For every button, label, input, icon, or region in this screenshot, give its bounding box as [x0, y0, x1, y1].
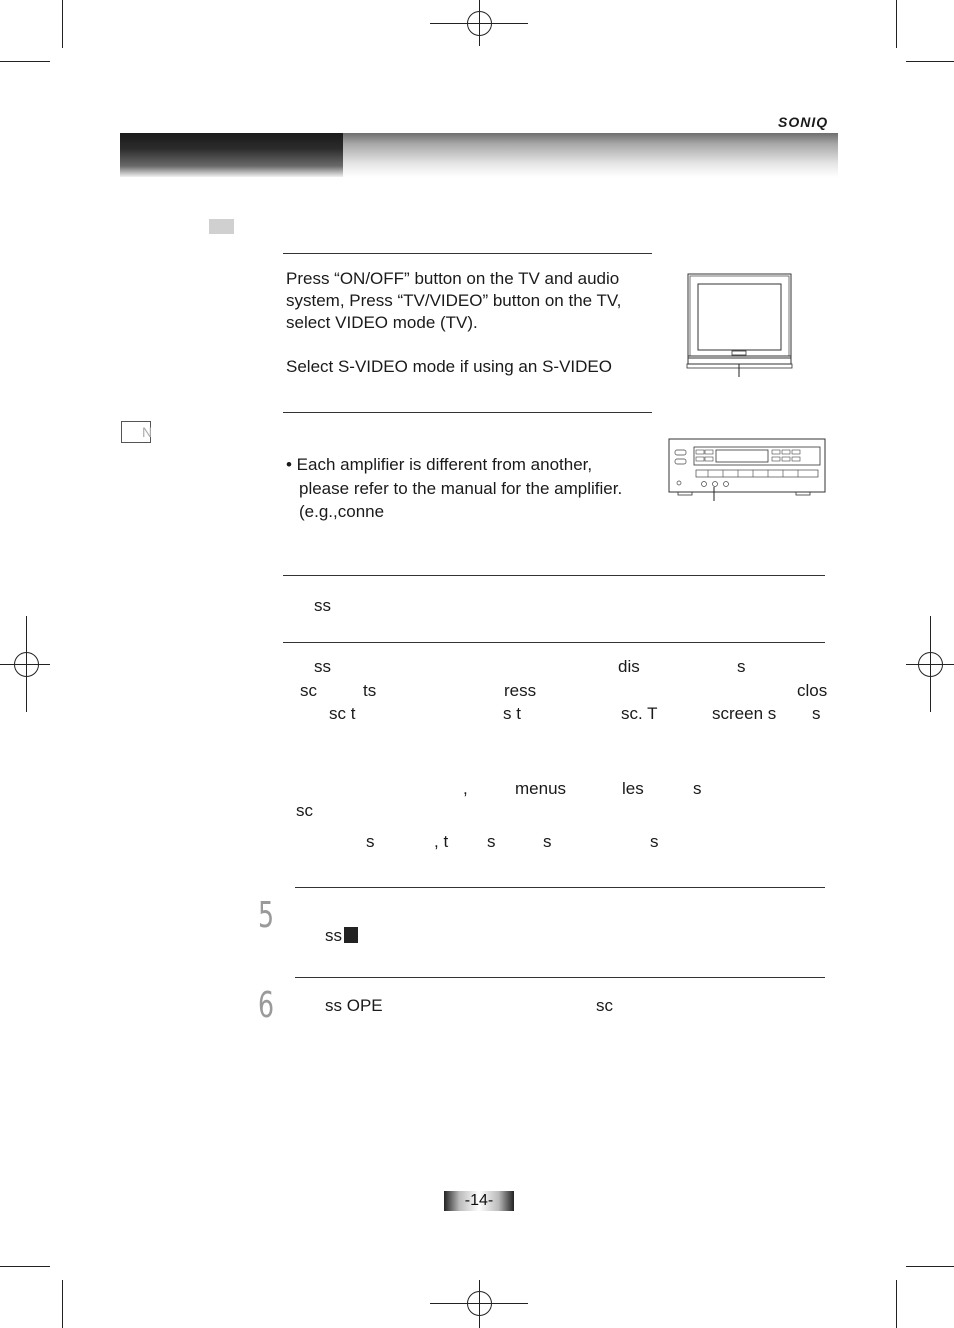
text-fragment: s	[812, 704, 821, 723]
registration-mark	[14, 652, 39, 677]
note-bullet-line: please refer to the manual for the amplifier.	[299, 479, 623, 498]
text-fragment: s	[366, 832, 375, 851]
text-fragment: ts	[363, 681, 377, 700]
step-text: ss OPE	[325, 996, 383, 1015]
note-bullet-line: • Each amplifier is different from another,	[286, 455, 593, 474]
instruction-line: select VIDEO mode (TV).	[286, 313, 478, 332]
text-fragment: s	[737, 657, 746, 676]
step-number: 6	[258, 985, 275, 1026]
text-fragment: s	[693, 779, 702, 798]
section-marker	[209, 219, 234, 234]
instruction-line: Press “ON/OFF” button on the TV and audio	[286, 269, 620, 288]
crop-mark	[62, 0, 63, 48]
note-icon-letter: N	[142, 424, 153, 440]
divider	[283, 642, 825, 643]
text-fragment: ress	[504, 681, 537, 700]
amplifier-illustration	[668, 438, 828, 502]
brand-logo: SONIQ	[778, 114, 829, 130]
tv-illustration	[684, 272, 796, 378]
text-fragment: sc t	[329, 704, 356, 723]
crop-mark	[896, 0, 897, 48]
text-fragment: s	[487, 832, 496, 851]
text-fragment: s	[650, 832, 659, 851]
divider	[283, 253, 652, 254]
text-fragment: menus	[515, 779, 567, 798]
page-number: -14-	[444, 1191, 514, 1211]
text-fragment: sc	[300, 681, 317, 700]
divider	[283, 575, 825, 576]
text-fragment: ss	[314, 657, 331, 676]
crop-mark	[62, 1280, 63, 1328]
header-title-block	[120, 133, 343, 177]
crop-mark	[0, 1266, 50, 1267]
crop-mark	[906, 61, 954, 62]
text-fragment: sc. T	[621, 704, 658, 723]
instruction-line: Select S-VIDEO mode if using an S-VIDEO	[286, 357, 612, 376]
crop-mark	[0, 61, 50, 62]
instruction-line: system, Press “TV/VIDEO” button on the TV,	[286, 291, 622, 310]
text-fragment: clos	[797, 681, 828, 700]
stop-icon	[344, 927, 358, 943]
divider	[283, 412, 652, 413]
registration-mark	[467, 1291, 492, 1316]
text-fragment: s	[543, 832, 552, 851]
text-fragment: ss	[314, 596, 331, 615]
text-fragment: screen s	[712, 704, 777, 723]
step-text: sc	[596, 996, 613, 1015]
note-bullet-line: (e.g.,conne	[299, 502, 385, 521]
step-text	[325, 925, 358, 947]
text-fragment: sc	[296, 801, 313, 820]
divider	[295, 977, 825, 978]
text-fragment: les	[622, 779, 644, 798]
text-fragment: , t	[434, 832, 449, 851]
text-fragment: s t	[503, 704, 521, 723]
text-fragment: dis	[618, 657, 640, 676]
step-number: 5	[258, 895, 275, 936]
crop-mark	[896, 1280, 897, 1328]
note-icon	[121, 421, 151, 443]
step-text-label: ss	[325, 926, 342, 945]
registration-mark	[467, 11, 492, 36]
text-fragment: ,	[463, 779, 468, 798]
crop-mark	[906, 1266, 954, 1267]
divider	[295, 887, 825, 888]
registration-mark	[918, 652, 943, 677]
